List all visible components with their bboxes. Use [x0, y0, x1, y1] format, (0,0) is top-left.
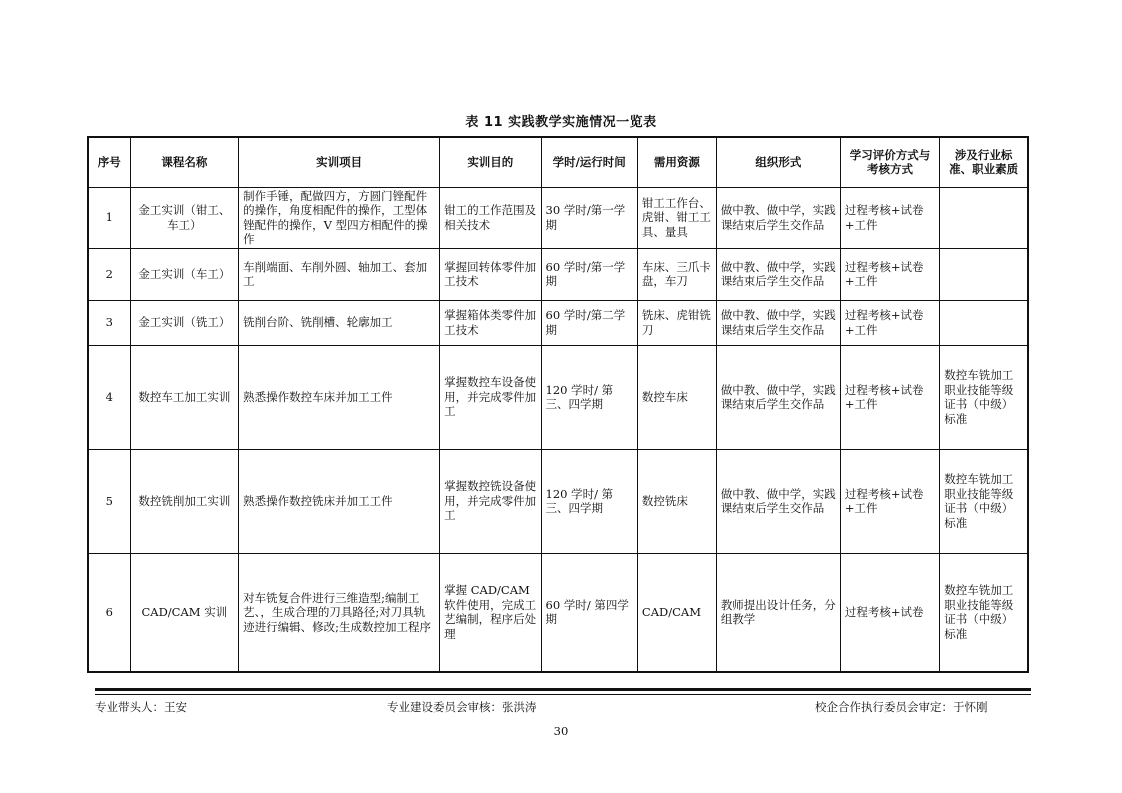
cell-hours: 60 学时/第一学期 [541, 248, 637, 300]
cell-organization: 教师提出设计任务，分组教学 [716, 553, 840, 672]
table-row [88, 345, 1028, 449]
cell-assessment: 过程考核+试卷 [840, 553, 939, 672]
cell-hours: 30 学时/第一学期 [541, 187, 637, 248]
header-standards: 涉及行业标准、职业素质 [940, 137, 1028, 187]
cell-purpose: 掌握 CAD/CAM 软件使用，完成工艺编制，程序后处理 [440, 553, 541, 672]
cell-standards [940, 300, 1028, 345]
footer-reviewer: 专业建设委员会审核：张洪涛 [387, 700, 537, 714]
footer-leader: 专业带头人：王安 [95, 700, 187, 714]
cell-no: 5 [88, 449, 130, 553]
cell-course: 金工实训（钳工、车工） [130, 187, 239, 248]
document-title: 表 11 实践教学实施情况一览表 [465, 115, 657, 130]
cell-standards [940, 248, 1028, 300]
cell-project: 制作手锤，配做四方，方圆门锉配件的操作，角度相配件的操作，工型体锉配件的操作，V 型四方相配件的操作 [239, 187, 440, 248]
cell-resources: 铣床、虎钳铣刀 [637, 300, 716, 345]
header-organization: 组织形式 [716, 137, 840, 187]
header-project: 实训项目 [239, 137, 440, 187]
cell-standards [940, 187, 1028, 248]
header-course: 课程名称 [130, 137, 239, 187]
header-hours: 学时/运行时间 [541, 137, 637, 187]
cell-assessment: 过程考核+试卷+工件 [840, 187, 939, 248]
cell-purpose: 钳工的工作范围及相关技术 [440, 187, 541, 248]
header-assessment: 学习评价方式与考核方式 [840, 137, 939, 187]
cell-organization: 做中教、做中学，实践课结束后学生交作品 [716, 187, 840, 248]
cell-no: 4 [88, 345, 130, 449]
cell-hours: 120 学时/ 第三、四学期 [541, 449, 637, 553]
table-row [88, 449, 1028, 553]
cell-organization: 做中教、做中学，实践课结束后学生交作品 [716, 449, 840, 553]
cell-purpose: 掌握数控车设备使用，并完成零件加工 [440, 345, 541, 449]
cell-organization: 做中教、做中学，实践课结束后学生交作品 [716, 248, 840, 300]
footer-divider-thin [95, 694, 1031, 695]
cell-hours: 60 学时/第二学期 [541, 300, 637, 345]
page-number: 30 [553, 724, 569, 738]
cell-assessment: 过程考核+试卷+工件 [840, 345, 939, 449]
cell-project: 对车铣复合件进行三维造型;编制工艺、，生成合理的刀具路径;对刀具轨迹进行编辑、修改;生成数控加工程序 [239, 553, 440, 672]
table-row [88, 300, 1028, 345]
header-no: 序号 [88, 137, 130, 187]
practice-teaching-table [87, 136, 1029, 673]
footer-approver: 校企合作执行委员会审定：于怀刚 [815, 700, 988, 714]
cell-assessment: 过程考核+试卷+工件 [840, 248, 939, 300]
cell-assessment: 过程考核+试卷+工件 [840, 300, 939, 345]
cell-project: 铣削台阶、铣削槽、轮廓加工 [239, 300, 440, 345]
cell-no: 3 [88, 300, 130, 345]
cell-project: 熟悉操作数控车床并加工工件 [239, 345, 440, 449]
cell-resources: 钳工工作台、虎钳、钳工工具、量具 [637, 187, 716, 248]
table-row [88, 248, 1028, 300]
cell-hours: 120 学时/ 第三、四学期 [541, 345, 637, 449]
cell-resources: 车床、三爪卡盘，车刀 [637, 248, 716, 300]
cell-no: 1 [88, 187, 130, 248]
footer-divider [95, 688, 1031, 691]
cell-no: 2 [88, 248, 130, 300]
cell-standards: 数控车铣加工职业技能等级证书（中级）标准 [940, 345, 1028, 449]
cell-purpose: 掌握数控铣设备使用，并完成零件加工 [440, 449, 541, 553]
cell-resources: 数控铣床 [637, 449, 716, 553]
cell-standards: 数控车铣加工职业技能等级证书（中级）标准 [940, 449, 1028, 553]
table-header-row [88, 137, 1028, 187]
cell-project: 熟悉操作数控铣床并加工工件 [239, 449, 440, 553]
cell-course: 金工实训（车工） [130, 248, 239, 300]
header-resources: 需用资源 [637, 137, 716, 187]
cell-course: 数控车工加工实训 [130, 345, 239, 449]
table-row [88, 553, 1028, 672]
cell-purpose: 掌握箱体类零件加工技术 [440, 300, 541, 345]
cell-organization: 做中教、做中学，实践课结束后学生交作品 [716, 300, 840, 345]
table-row [88, 187, 1028, 248]
cell-project: 车削端面、车削外圆、轴加工、套加工 [239, 248, 440, 300]
cell-course: 数控铣削加工实训 [130, 449, 239, 553]
cell-organization: 做中教、做中学，实践课结束后学生交作品 [716, 345, 840, 449]
cell-purpose: 掌握回转体零件加工技术 [440, 248, 541, 300]
cell-hours: 60 学时/ 第四学期 [541, 553, 637, 672]
cell-course: 金工实训（铣工） [130, 300, 239, 345]
cell-no: 6 [88, 553, 130, 672]
cell-resources: 数控车床 [637, 345, 716, 449]
header-purpose: 实训目的 [440, 137, 541, 187]
cell-assessment: 过程考核+试卷+工件 [840, 449, 939, 553]
cell-course: CAD/CAM 实训 [130, 553, 239, 672]
cell-standards: 数控车铣加工职业技能等级证书（中级）标准 [940, 553, 1028, 672]
cell-resources: CAD/CAM [637, 553, 716, 672]
